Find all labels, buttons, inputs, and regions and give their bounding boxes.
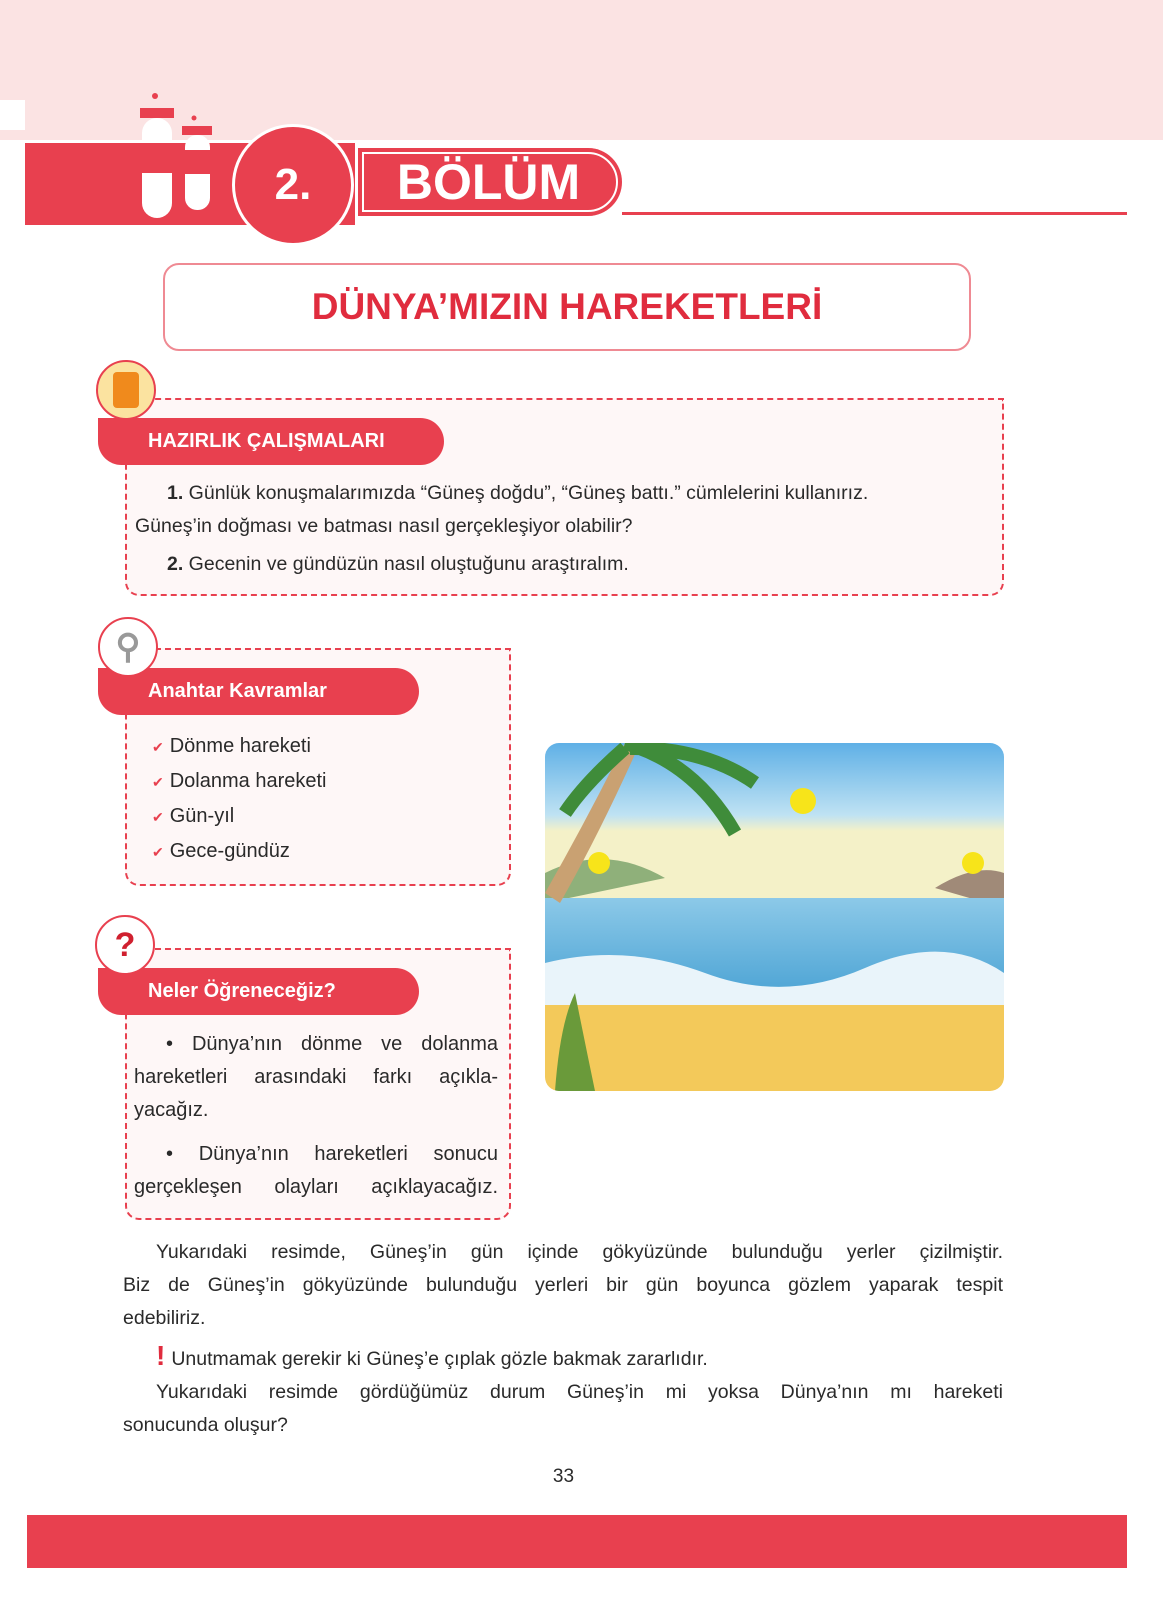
divider bbox=[622, 212, 1127, 215]
neler-line: hareketleri arasındaki farkı açıkla- bbox=[134, 1066, 498, 1088]
concept-item: ✔ Dönme hareketi bbox=[152, 735, 311, 757]
page-number: 33 bbox=[552, 1466, 575, 1487]
left-strip bbox=[0, 100, 25, 130]
chapter-number: 2. bbox=[232, 124, 354, 246]
neler-line: yacağız. bbox=[134, 1099, 209, 1121]
question-icon: ? bbox=[95, 915, 155, 975]
warning: ! Unutmamak gerekir ki Güneş’e çıplak gözle bakmak zararlıdır. bbox=[156, 1340, 708, 1371]
concept-item: ✔ Dolanma hareketi bbox=[152, 770, 327, 792]
concept-item: ✔ Gece-gündüz bbox=[152, 840, 290, 862]
page-title: DÜNYA’MIZIN HAREKETLERİ bbox=[163, 263, 971, 351]
body-line: Yukarıdaki resimde gördüğümüz durum Güneş’in mi yoksa Dünya’nın mı hareketi bbox=[156, 1381, 1003, 1403]
body-line: Biz de Güneş’in gökyüzünde bulunduğu yerleri bir gün boyunca gözlem yaparak tespit bbox=[123, 1274, 1003, 1296]
character-icon bbox=[96, 360, 156, 420]
chapter-label: BÖLÜM bbox=[358, 148, 622, 216]
concept-item: ✔ Gün-yıl bbox=[152, 805, 235, 827]
magnifier-icon: ⚲ bbox=[98, 617, 158, 677]
warning-icon: ! bbox=[156, 1340, 166, 1371]
footer-band bbox=[27, 1515, 1127, 1568]
neler-line: • Dünya’nın hareketleri sonucu bbox=[166, 1143, 498, 1165]
beach-illustration bbox=[545, 743, 1004, 1091]
body-line: Yukarıdaki resimde, Güneş’in gün içinde gökyüzünde bulunduğu yerler çizilmiştir. bbox=[156, 1241, 1003, 1263]
neler-line: gerçekleşen olayları açıklayacağız. bbox=[134, 1176, 498, 1198]
hazirlik-item-1: 1. Günlük konuşmalarımızda “Güneş doğdu”, “Güneş battı.” cümlelerini kullanırız. bbox=[167, 482, 869, 504]
test-tubes-icon bbox=[130, 88, 220, 223]
anahtar-header: Anahtar Kavramlar bbox=[98, 668, 419, 715]
body-line: edebiliriz. bbox=[123, 1307, 206, 1329]
body-line: sonucunda oluşur? bbox=[123, 1414, 288, 1436]
neler-line: • Dünya’nın dönme ve dolanma bbox=[166, 1033, 498, 1055]
neler-header: Neler Öğreneceğiz? bbox=[98, 968, 419, 1015]
hazirlik-item-2: 2. Gecenin ve gündüzün nasıl oluştuğunu araştıralım. bbox=[167, 553, 629, 575]
hazirlik-item-1-cont: Güneş’in doğması ve batması nasıl gerçekleşiyor olabilir? bbox=[135, 515, 633, 537]
hazirlik-header: HAZIRLIK ÇALIŞMALARI bbox=[98, 418, 444, 465]
